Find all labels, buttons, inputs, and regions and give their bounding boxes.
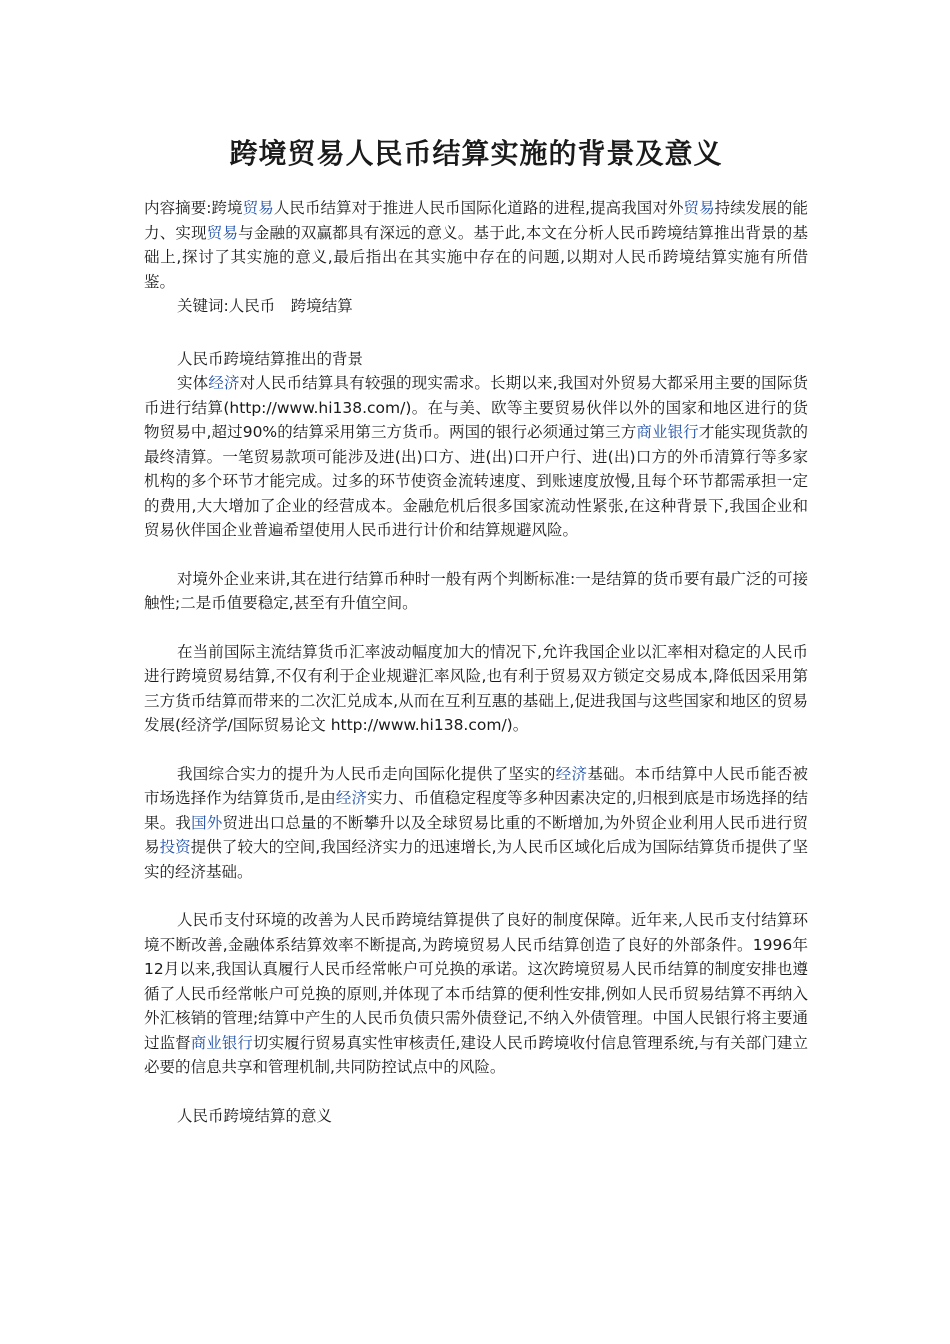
paragraph-national-strength	[144, 762, 808, 885]
spacer	[144, 319, 808, 347]
paragraph-text: 才能实现货款的最终清算。一笔贸易款项可能涉及进(出)口方、进(出)口开户行、进(出)口方的外币清算行等多家机构的多个环节才能完成。过多的环节使资金流转速度、到账速度放慢,且每个环节都需承担一定的费用,大大增加了企业的经营成本。金融危机后很多国家流动性紧张,在这种背景下,我国企业和贸易伙伴国企业普遍希望使用人民币进行计价和结算规避风险。	[144, 423, 808, 539]
link-investment[interactable]: 投资	[159, 838, 191, 856]
link-economy[interactable]: 经济	[335, 789, 368, 807]
paragraph-text: 人民币支付环境的改善为人民币跨境结算提供了良好的制度保障。近年来,人民币支付结算环境不断改善,金融体系结算效率不断提高,为跨境贸易人民币结算创造了良好的外部条件。1996年12月以来,我国认真履行人民币经常帐户可兑换的承诺。这次跨境贸易人民币结算的制度安排也遵循了人民币经常帐户可兑换的原则,并体现了本币结算的便利性安排,例如人民币贸易结算不再纳入外汇核销的管理;结算中产生的人民币负债只需外债登记,不纳入外债管理。中国人民银行将主要通过监督	[144, 911, 808, 1052]
paragraph-foreign-enterprises: 对境外企业来讲,其在进行结算币种时一般有两个判断标准:一是结算的货币要有最广泛的可接触性;二是币值要稳定,甚至有升值空间。	[144, 569, 808, 612]
paragraph-text: 对人民币结算具有较强的现实需求。长期以来,我国对外贸易大都采用主要的国际货币进行结算(http://www.hi138.com/)。在与美、欧等主要贸易伙伴以外的国家和地区进行的货物贸易中,超过90%的结算采用第三方货币。两国的银行必须通过第三方	[144, 374, 808, 441]
link-foreign[interactable]: 国外	[191, 813, 223, 832]
link-commercial-bank[interactable]: 商业银行	[190, 1033, 254, 1052]
link-trade[interactable]: 贸易	[683, 199, 715, 217]
section-heading-significance: 人民币跨境结算的意义	[177, 1106, 333, 1125]
paragraph-text: 实力、币值稳定程度等多种因素决定的,归根到底是市场选择的结果。我	[144, 789, 808, 832]
link-economy[interactable]: 经济	[208, 374, 240, 392]
paragraph-text: 切实履行贸易真实性审核责任,建设人民币跨境收付信息管理系统,与有关部门建立必要的信息共享和管理机制,共同防控试点中的风险。	[144, 1033, 808, 1076]
paragraph-text: 贸进出口总量的不断攀升以及全球贸易比重的不断增加,为外贸企业利用人民币进行贸易	[144, 813, 808, 856]
abstract-text: 人民币结算对于推进人民币国际化道路的进程,提高我国对外	[273, 199, 684, 217]
paragraph-text: 提供了较大的空间,我国经济实力的迅速增长,为人民币区域化后成为国际结算货币提供了坚实的经济基础。	[144, 838, 808, 881]
paragraph-text: 我国综合实力的提升为人民币走向国际化提供了坚实的	[177, 764, 556, 783]
link-trade[interactable]: 贸易	[206, 223, 239, 242]
abstract-paragraph	[144, 196, 808, 294]
section-heading-background: 人民币跨境结算推出的背景	[177, 349, 364, 368]
abstract-text: 与金融的双赢都具有深远的意义。基于此,本文在分析人民币跨境结算推出背景的基础上,探讨了其实施的意义,最后指出在其实施中存在的问题,以期对人民币跨境结算实施有所借鉴。	[144, 223, 808, 291]
keywords-line: 关键词:人民币 跨境结算	[177, 297, 353, 315]
paragraph-exchange-rate: 在当前国际主流结算货币汇率波动幅度加大的情况下,允许我国企业以汇率相对稳定的人民币进行跨境贸易结算,不仅有利于企业规避汇率风险,也有利于贸易双方锁定交易成本,降低因采用第三方货币结算而带来的二次汇兑成本,从而在互利互惠的基础上,促进我国与这些国家和地区的贸易发展(经济学/国际贸易论文 http://www.hi138.com/)。	[144, 642, 808, 734]
document-title: 跨境贸易人民币结算实施的背景及意义	[229, 137, 723, 170]
spacer	[144, 616, 808, 640]
document-page	[144, 134, 808, 1128]
link-trade[interactable]: 贸易	[242, 199, 274, 217]
spacer	[144, 543, 808, 567]
paragraph-text: 基础。本币结算中人民币能否被市场选择作为结算货币,是由	[144, 764, 808, 807]
paragraph-text: 实体	[177, 374, 209, 392]
paragraph-payment-environment	[144, 908, 808, 1080]
link-commercial-bank[interactable]: 商业银行	[636, 423, 699, 441]
paragraph-real-economy	[144, 371, 808, 543]
spacer	[144, 1080, 808, 1104]
link-economy[interactable]: 经济	[555, 764, 588, 783]
abstract-text: 内容摘要:跨境	[144, 199, 243, 217]
abstract-text: 持续发展的能力、实现	[144, 199, 808, 242]
spacer	[144, 738, 808, 762]
spacer	[144, 884, 808, 908]
